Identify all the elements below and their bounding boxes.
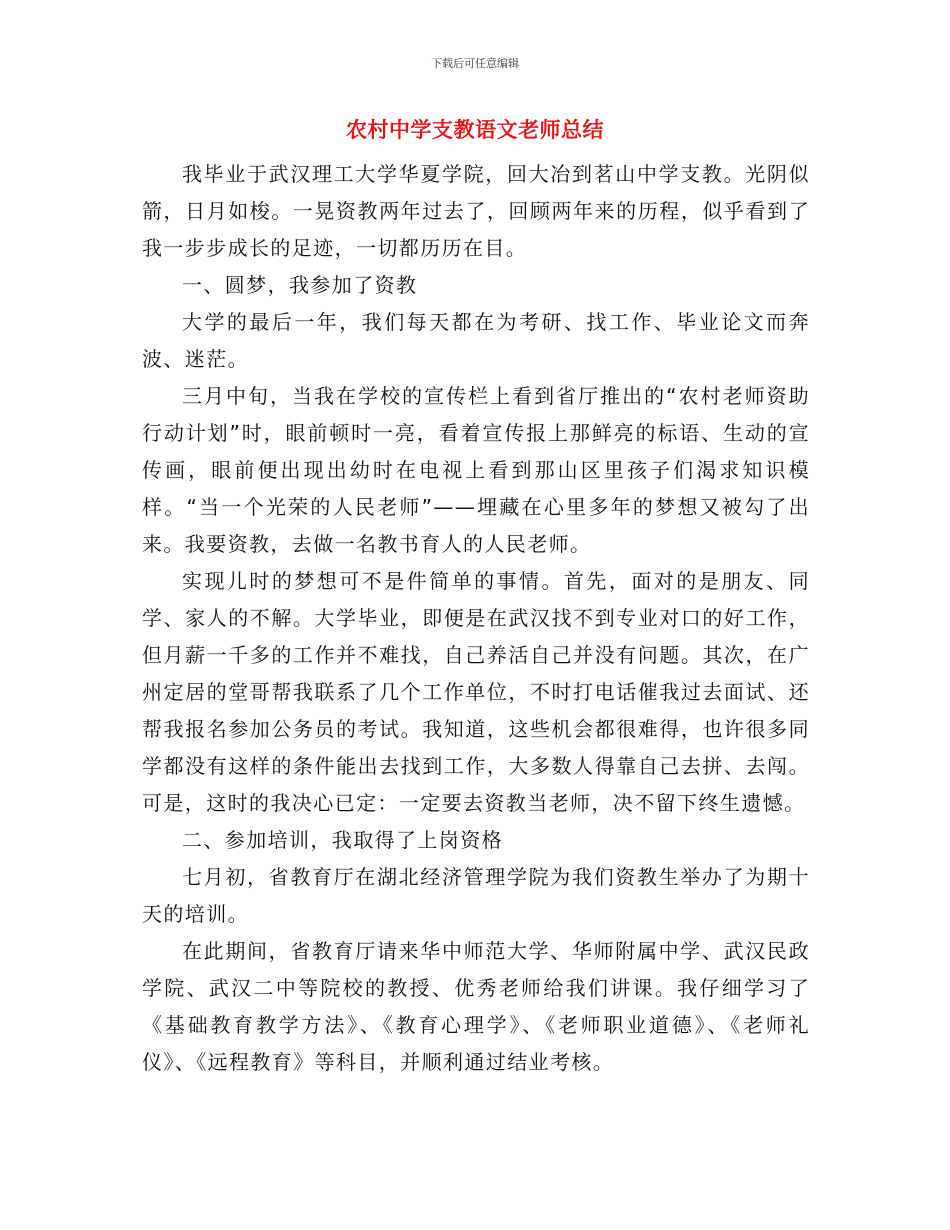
paragraph: 三月中旬，当我在学校的宣传栏上看到省厅推出的“农村老师资助行动计划”时，眼前顿时一亮，看着宣传报上那鲜亮的标语、生动的宣传画，眼前便出现出幼时在电视上看到那山区里孩子们渴求知识模样。“当一个光荣的人民老师”——埋藏在心里多年的梦想又被勾了出来。我要资教，去做一名教书育人的人民老师。 bbox=[142, 384, 810, 556]
paragraph: 实现儿时的梦想可不是件简单的事情。首先，面对的是朋友、同学、家人的不解。大学毕业，即便是在武汉找不到专业对口的好工作，但月薪一千多的工作并不难找，自己养活自己并没有问题。其次，在广州定居的堂哥帮我联系了几个工作单位，不时打电话催我过去面试、还帮我报名参加公务员的考试。我知道，这些机会都很难得，也许很多同学都没有这样的条件能出去找到工作，大多数人得靠自己去拼、去闯。可是，这时的我决心已定：一定要去资教当老师，决不留下终生遗憾。 bbox=[142, 569, 810, 815]
document-title: 农村中学支教语文老师总结 bbox=[346, 118, 604, 142]
paragraph: 七月初，省教育厅在湖北经济管理学院为我们资教生举办了为期十天的培训。 bbox=[142, 865, 810, 926]
paragraph: 大学的最后一年，我们每天都在为考研、找工作、毕业论文而奔波、迷茫。 bbox=[142, 310, 810, 371]
header-note: 下载后可任意编辑 bbox=[431, 57, 519, 70]
section-heading: 二、参加培训，我取得了上岗资格 bbox=[182, 828, 503, 852]
paragraph: 在此期间，省教育厅请来华中师范大学、华师附属中学、武汉民政学院、武汉二中等院校的教授、优秀老师给我们讲课。我仔细学习了《基础教育教学方法》、《教育心理学》、《老师职业道德》、《老师礼仪》、《远程教育》等科目，并顺利通过结业考核。 bbox=[142, 939, 810, 1074]
paragraph: 我毕业于武汉理工大学华夏学院，回大冶到茗山中学支教。光阴似箭，日月如梭。一晃资教两年过去了，回顾两年来的历程，似乎看到了我一步步成长的足迹，一切都历历在目。 bbox=[142, 162, 810, 260]
section-heading: 一、圆梦，我参加了资教 bbox=[182, 273, 418, 297]
document-body bbox=[142, 156, 810, 1081]
